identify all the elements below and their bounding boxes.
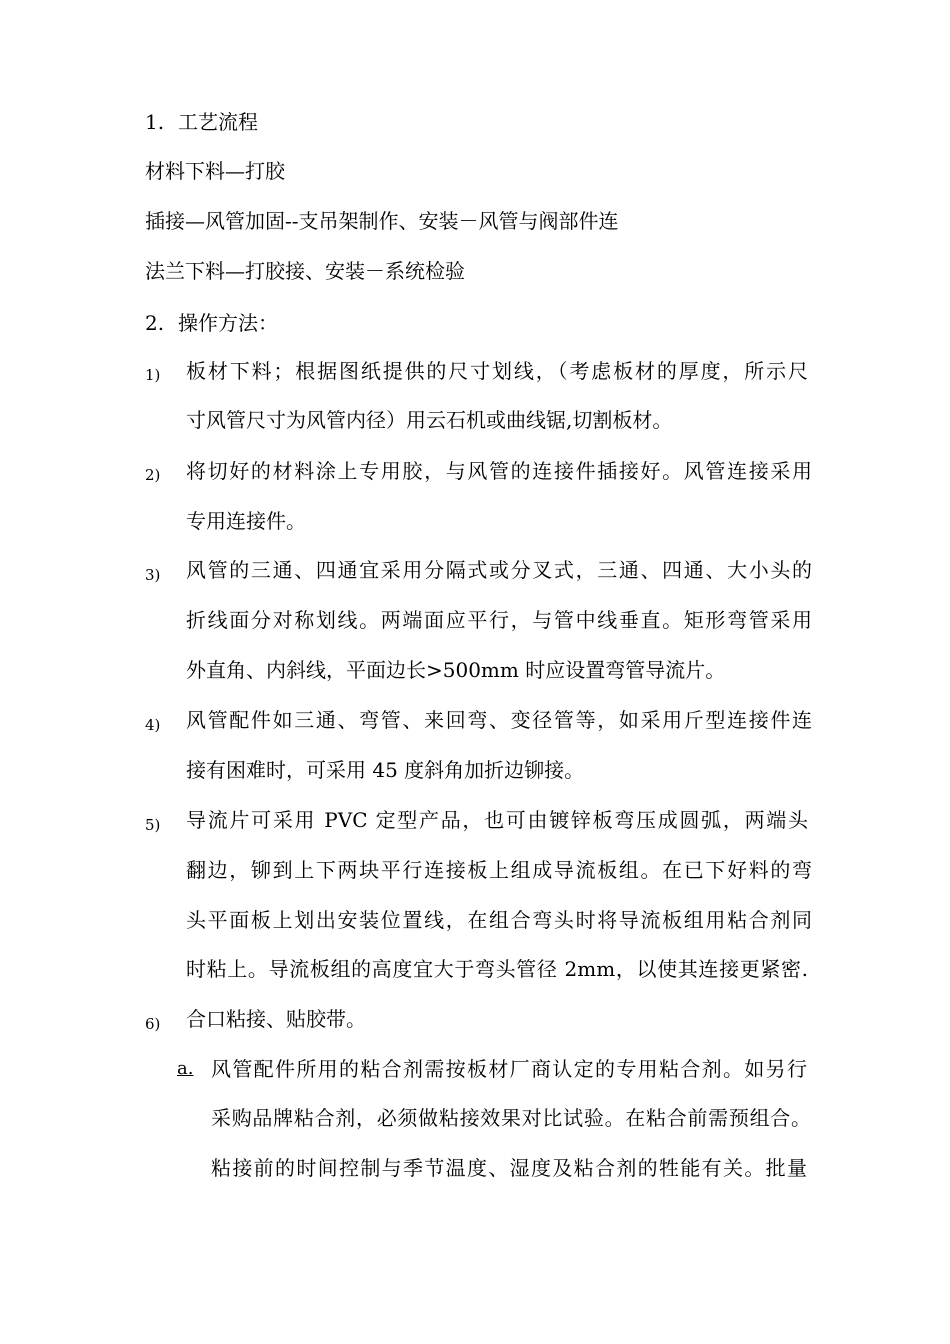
list-item-line: 风管配件如三通、弯管、来回弯、变径管等，如采用斤型连接件连 bbox=[186, 708, 812, 732]
list-item-line: 翻边，铆到上下两块平行连接板上组成导流板组。在已下好料的弯 bbox=[186, 858, 812, 882]
list-item-line: 板材下料；根据图纸提供的尺寸划线，（考虑板材的厚度，所示尺 bbox=[186, 359, 808, 383]
section-2-number: 2. bbox=[145, 311, 165, 335]
flow-line: 材料下料—打胶 bbox=[145, 159, 285, 183]
sub-item-line: 风管配件所用的粘合剂需按板材厂商认定的专用粘合剂。如另行 bbox=[211, 1057, 807, 1081]
list-item-line: 将切好的材料涂上专用胶，与风管的连接件插接好。风管连接采用 bbox=[186, 459, 812, 483]
list-item-marker: 6) bbox=[145, 1015, 161, 1033]
list-item-line: 专用连接件。 bbox=[186, 509, 306, 533]
sub-item-line: 粘接前的时间控制与季节温度、湿度及粘合剂的牲能有关。批量 bbox=[211, 1156, 807, 1180]
list-item-line: 头平面板上划出安装位置线，在组合弯头时将导流板组用粘合剂同 bbox=[186, 908, 812, 932]
list-item-marker: 1) bbox=[145, 366, 161, 384]
flow-line: 插接—风管加固--支吊架制作、安装－风管与阀部件连 bbox=[145, 209, 619, 233]
flow-line: 法兰下料—打胶接、安装－系统检验 bbox=[145, 259, 465, 283]
list-item-line: 折线面分对称划线。两端面应平行，与管中线垂直。矩形弯管采用 bbox=[186, 608, 812, 632]
section-1-number: 1. bbox=[145, 110, 165, 134]
sub-item-marker: a. bbox=[177, 1058, 194, 1079]
list-item-line: 外直角、内斜线，平面边长>500mm 时应设置弯管导流片。 bbox=[186, 658, 726, 682]
list-item-line: 时粘上。导流板组的高度宜大于弯头管径 2mm，以使其连接更紧密. bbox=[186, 957, 808, 981]
list-item-line: 风管的三通、四通宜采用分隔式或分叉式，三通、四通、大小头的 bbox=[186, 558, 812, 582]
sub-item-line: 采购品牌粘合剂，必须做粘接效果对比试验。在粘合前需预组合。 bbox=[211, 1106, 811, 1130]
section-2-title: 操作方法： bbox=[178, 311, 278, 335]
list-item-marker: 4) bbox=[145, 716, 161, 734]
list-item-marker: 5) bbox=[145, 816, 161, 834]
list-item-marker: 3) bbox=[145, 566, 161, 584]
section-1-title: 工艺流程 bbox=[178, 110, 258, 134]
list-item-line: 导流片可采用 PVC 定型产品，也可由镀锌板弯压成圆弧，两端头 bbox=[186, 808, 808, 832]
list-item-line: 合口粘接、贴胶带。 bbox=[186, 1007, 366, 1031]
list-item-line: 寸风管尺寸为风管内径）用云石机或曲线锯,切割板材。 bbox=[186, 408, 673, 432]
list-item-line: 接有困难时，可采用 45 度斜角加折边铆接。 bbox=[186, 758, 585, 782]
list-item-marker: 2) bbox=[145, 466, 161, 484]
